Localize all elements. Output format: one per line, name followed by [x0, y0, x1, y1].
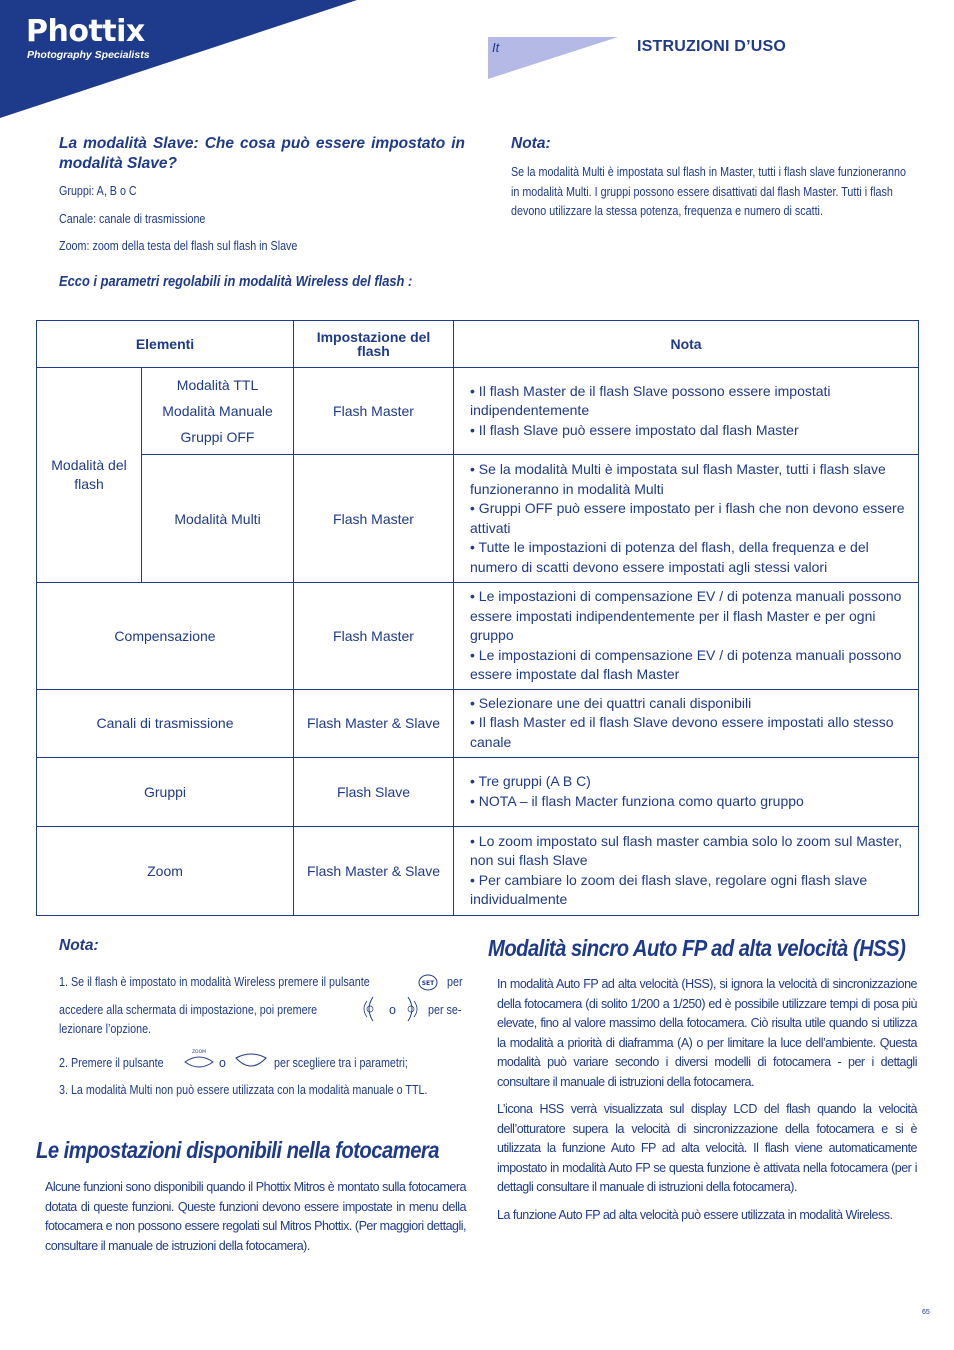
table-row: [37, 455, 919, 583]
table-cell-note: [454, 689, 919, 757]
zoom-button-icon: [183, 1048, 215, 1079]
note-text: o: [389, 1003, 396, 1017]
page-title: ISTRUZIONI D’USO: [637, 38, 786, 55]
note-text: o: [219, 1056, 226, 1070]
hss-paragraph: La funzione Auto FP ad alta velocità può essere utilizzata in modalità Wireless.: [497, 1207, 893, 1222]
table-cell-element: Modalità Multi: [142, 455, 294, 583]
note-text: 2. Premere il pulsante: [59, 1056, 164, 1070]
note-text: per: [447, 975, 463, 989]
table-cell-note: [454, 826, 919, 915]
note-line: • Le impostazioni di compensazione EV / di potenza manuali possono essere impostati indipendentemente per il flash Master e per ogni gruppo: [470, 588, 902, 643]
sub-element: Modalità Manuale: [162, 403, 273, 419]
note-bottom-title: Nota:: [59, 937, 99, 954]
note-line: • Gruppi OFF può essere impostato per i flash che non devono essere attivati: [470, 500, 905, 536]
page-number: 65: [922, 1309, 930, 1316]
camera-section-title: Le impostazioni disponibili nella fotocamera: [36, 1137, 439, 1163]
table-cell-note: [454, 757, 919, 826]
table-cell-note: [454, 455, 919, 583]
lower-button-icon: [234, 1052, 268, 1079]
table-cell-setting: Flash Slave: [294, 757, 454, 826]
table-cell-setting: Flash Master & Slave: [294, 826, 454, 915]
note-line: • Tre gruppi (A B C): [470, 773, 591, 789]
note-line: • Per cambiare lo zoom dei flash slave, regolare ogni flash slave individualmente: [470, 871, 868, 907]
note-line: • Le impostazioni di compensazione EV / di potenza manuali possono essere impostate dal flash Master: [470, 646, 902, 682]
note-line: • Lo zoom impostato sul flash master cambia solo lo zoom sul Master, non sui flash Slave: [470, 832, 903, 868]
note-text: accedere alla schermata di impostazione, poi premere: [59, 1003, 318, 1017]
table-row: [37, 757, 919, 826]
note-text: 1. Se il flash è impostato in modalità Wireless premere il pulsante: [59, 975, 370, 989]
sub-element: Gruppi OFF: [180, 429, 255, 445]
table-cell-note: [454, 368, 919, 455]
note-line: • Selezionare une dei quattri canali disponibili: [470, 694, 752, 711]
table-row: [37, 583, 919, 690]
slave-items: [59, 182, 529, 257]
hss-section-text: [497, 975, 917, 1225]
note-top-title: Nota:: [511, 135, 551, 152]
brand-logo: Phottix: [26, 14, 145, 49]
set-button-icon: [418, 974, 438, 998]
hss-section-title: Modalità sincro Auto FP ad alta velocità (HSS): [488, 935, 906, 961]
note-top-text: Se la modalità Multi è impostata sul flash in Master, tutti i flash slave funzioneranno in modalità Multi. I gruppi possono essere disattivati dal flash Master. Tutti i flash devono utilizzare la stessa potenza, frequenza e numero di scatti.: [511, 165, 906, 218]
table-cell-setting: Flash Master & Slave: [294, 689, 454, 757]
note-bottom-item1-line3: lezionare l’opzione.: [59, 1022, 152, 1036]
note-bottom-item3: 3. La modalità Multi non può essere utilizzata con la modalità manuale o TTL.: [59, 1083, 428, 1097]
table-cell-setting: Flash Master: [294, 455, 454, 583]
brand-tagline: Photography Specialists: [27, 49, 150, 61]
note-text: per scegliere tra i parametri;: [274, 1056, 408, 1070]
table-cell-setting: Flash Master: [294, 368, 454, 455]
table-cell-element: [142, 368, 294, 455]
zoom-button-label: ZOOM: [191, 1050, 207, 1055]
note-line: • Il flash Master de il flash Slave possono essere impostati indipendentemente: [470, 382, 831, 419]
note-line: • Il flash Slave può essere impostato dal flash Master: [470, 421, 799, 438]
slave-item: Canale: canale di trasmissione: [59, 211, 206, 226]
table-cell-note: [454, 583, 919, 690]
table-cell-element: Canali di trasmissione: [37, 689, 294, 757]
note-text: per se-: [428, 1003, 462, 1017]
note-line: • NOTA – il flash Macter funziona como quarto gruppo: [470, 792, 804, 809]
header-language-tab: [488, 37, 618, 79]
table-row: [37, 368, 919, 455]
note-line: • Il flash Master ed il flash Slave devono essere impostati allo stesso canale: [470, 714, 894, 750]
params-title: Ecco i parametri regolabili in modalità Wireless del flash :: [59, 273, 413, 290]
table-row: [37, 689, 919, 757]
note-line: • Se la modalità Multi è impostata sul flash Master, tutti i flash slave funzioneranno in modalità Multi: [470, 461, 886, 497]
wireless-parameters-table: [36, 320, 919, 916]
table-header-setting: Impostazione del flash: [294, 321, 454, 368]
set-button-label: SET: [421, 980, 435, 987]
table-cell-element: Gruppi: [37, 757, 294, 826]
language-tag: It: [492, 40, 500, 55]
hss-paragraph: L’icona HSS verrà visualizzata sul display LCD del flash quando la velocità dell’otturatore supera la velocità di sincronizzazione della fotocamera e si è utilizzata la funzione Auto FP ad alta velocità. Il flash viene automaticamente impostato in modalità Auto FP se questa funzione è attivata nella fotocamera (per i dettagli consultare il manuale di istruzioni della fotocamera).: [497, 1102, 917, 1194]
table-cell-element: Zoom: [37, 826, 294, 915]
table-header-note: Nota: [454, 321, 919, 368]
flash-mode-group-label: Modalità del flash: [37, 368, 142, 583]
camera-section-text: Alcune funzioni sono disponibili quando il Phottix Mitros è montato sulla fotocamera dotata di queste funzioni. Queste funzioni devono essere impostate in menu della fotocamera e non possono essere regolati sul Mitros Phottix. (Per maggiori dettagli, consultare il manuale de istruzioni della fotocamera).: [45, 1180, 466, 1253]
hss-paragraph: In modalità Auto FP ad alta velocità (HSS), si ignora la velocità di sincronizzazione della fotocamera (di solito 1/200 a 1/250) ed è possibile utilizzare tempi di posa più elevate, fino al valore massimo della fotocamera. Ciò risulta utile quando si utilizza la modalità a priorità di diaframma (A) o per limitare la luce dell’ambiente. Questa modalità può variare secondo i diversi modelli di fotocamera - per i dettagli consultare il manuale di istruzioni della fotocamera.: [497, 977, 917, 1089]
slave-section-title: La modalità Slave: Che cosa può essere impostato in modalità Slave?: [59, 135, 465, 172]
sub-element: Modalità TTL: [176, 377, 259, 393]
note-line: • Tutte le impostazioni di potenza del flash, della frequenza e del numero di scatti devono essere impostati agli stessi valori: [470, 539, 869, 575]
slave-item: Gruppi: A, B o C: [59, 184, 137, 198]
table-row: [37, 826, 919, 915]
slave-item: Zoom: zoom della testa del flash sul flash in Slave: [59, 239, 298, 253]
table-header-elements: Elementi: [37, 321, 294, 368]
table-cell-element: Compensazione: [37, 583, 294, 690]
table-cell-setting: Flash Master: [294, 583, 454, 690]
